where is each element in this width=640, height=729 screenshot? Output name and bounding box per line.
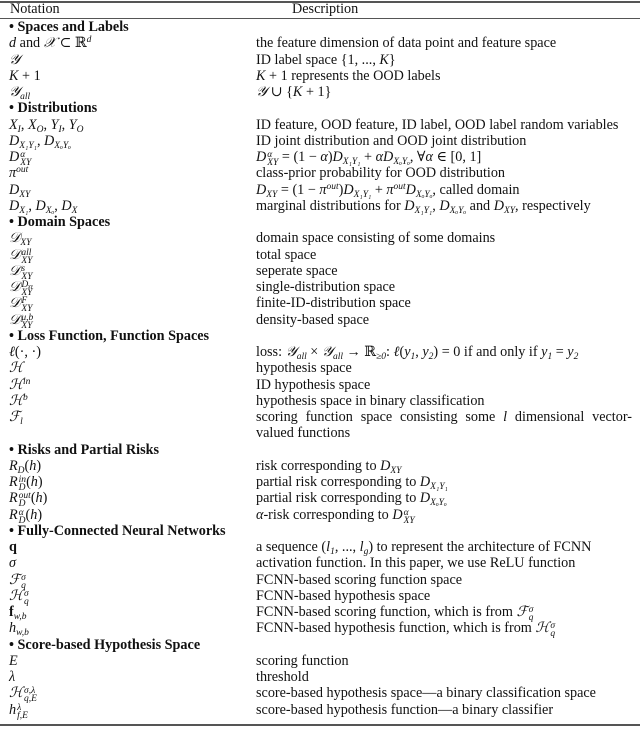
description-cell: density-based space bbox=[256, 311, 370, 328]
table-row bbox=[0, 458, 640, 474]
description-cell: single-distribution space bbox=[256, 279, 396, 295]
table-row bbox=[0, 182, 640, 198]
notation-cell: R in D (h) bbox=[9, 474, 43, 493]
notation-cell: σ bbox=[9, 555, 16, 572]
table-row bbox=[0, 669, 640, 685]
table-row bbox=[0, 474, 640, 493]
table-row bbox=[0, 117, 640, 133]
table-row bbox=[0, 279, 640, 298]
description-cell: FCNN-based hypothesis space bbox=[256, 587, 431, 604]
description-cell: partial risk corresponding to $D_{X_1Y_1}$ bbox=[256, 474, 448, 492]
table-row bbox=[0, 685, 640, 705]
notation-cell: λ bbox=[9, 669, 16, 685]
table-row bbox=[0, 571, 640, 591]
table-row bbox=[0, 620, 640, 640]
column-header-notation: Notation bbox=[10, 1, 60, 17]
description-cell: ID feature, OOD feature, ID label, OOD label random variables bbox=[256, 116, 619, 133]
table-row bbox=[0, 35, 640, 51]
notation-cell: ℋ σ q bbox=[9, 587, 29, 607]
notation-cell: 𝒟 μ,b XY bbox=[9, 311, 34, 331]
description-cell: threshold bbox=[256, 669, 309, 685]
table-row bbox=[0, 84, 640, 100]
table-row bbox=[0, 701, 640, 721]
table-row bbox=[0, 262, 640, 282]
notation-cell: $D_{XY}$ bbox=[9, 181, 31, 200]
notation-cell: $h_{w,b}$ bbox=[9, 620, 29, 639]
description-cell: 𝒴 ∪ {K + 1} bbox=[256, 84, 332, 100]
column-header-description: Description bbox=[292, 1, 359, 17]
description-cell: scoring function space consisting some l dimensional vector-valued functions bbox=[256, 409, 632, 442]
notation-cell: ℋ bbox=[9, 360, 24, 377]
description-cell: finite-ID-distribution space bbox=[256, 295, 411, 312]
notation-cell: d and 𝒳 ⊂ ℝ$^d$ bbox=[9, 35, 92, 52]
table-row bbox=[0, 246, 640, 266]
table-row bbox=[0, 539, 640, 555]
table-row bbox=[0, 68, 640, 84]
table-row bbox=[0, 149, 640, 168]
table-row bbox=[0, 587, 640, 607]
notation-cell: E bbox=[9, 652, 18, 669]
notation-cell: ℓ(·, ·) bbox=[9, 344, 41, 360]
description-cell: score-based hypothesis space—a binary classification space bbox=[256, 685, 596, 702]
table-row bbox=[0, 360, 640, 376]
notation-cell: $D_{X_1}$, $D_{X_o}$, $D_X$ bbox=[9, 197, 78, 216]
notation-cell: ℋ$^b$ bbox=[9, 392, 28, 409]
notation-cell: 𝒟 F XY bbox=[9, 295, 33, 315]
notation-cell: $D_{X_1Y_1}$, $D_{X_oY_o}$ bbox=[9, 132, 71, 151]
description-cell: scoring function bbox=[256, 652, 349, 669]
notation-cell: ℱ$_l$ bbox=[9, 409, 23, 427]
description-cell: class-prior probability for OOD distribution bbox=[256, 165, 506, 182]
description-cell: a sequence ($l_1$, ..., $l_g$) to represent the architecture of FCNN bbox=[256, 539, 592, 557]
description-cell: the feature dimension of data point and feature space bbox=[256, 35, 557, 52]
table-row bbox=[0, 490, 640, 510]
description-cell: FCNN-based hypothesis function, which is from ℋ σ q bbox=[256, 620, 556, 640]
notation-cell: h λ f,E bbox=[9, 701, 28, 721]
table-row bbox=[0, 295, 640, 315]
notation-cell: 𝒴$_{all}$ bbox=[9, 84, 31, 102]
table-row bbox=[0, 653, 640, 669]
notation-table-body bbox=[0, 19, 640, 721]
description-cell: D α XY = $(1 - \alpha)D_{X_1Y_1} + \alpha D_{X_oY_o}$, ∀α ∈ [0, 1] bbox=[256, 149, 482, 168]
table-row bbox=[0, 311, 640, 331]
table-row bbox=[0, 555, 640, 571]
notation-cell: ℋ$^{in}$ bbox=[9, 376, 31, 393]
description-cell: FCNN-based scoring function, which is from ℱ σ q bbox=[256, 604, 534, 623]
description-cell: domain space consisting of some domains bbox=[256, 230, 496, 247]
notation-cell: $\pi^{out}$ bbox=[9, 165, 29, 182]
description-cell: $D_{XY} = (1 - \pi^{out})D_{X_1Y_1} + \pi^{out}D_{X_oY_o}$, called domain bbox=[256, 181, 520, 200]
description-cell: ID joint distribution and OOD joint distribution bbox=[256, 132, 527, 149]
notation-cell: 𝒟$_{XY}$ bbox=[9, 230, 32, 249]
description-cell: loss: 𝒴$_{all}$ × 𝒴$_{all}$ → ℝ$_{\ge 0}$: $\ell(y_1$, $y_2) = 0$ if and only if $y_1 = y_2$ bbox=[256, 344, 579, 362]
description-cell: hypothesis space bbox=[256, 360, 352, 377]
notation-cell: $R_D(h)$ bbox=[9, 457, 42, 476]
notation-cell: 𝒟 Dₓᵧ XY bbox=[9, 279, 34, 298]
table-row bbox=[0, 52, 640, 68]
description-cell: score-based hypothesis function—a binary classifier bbox=[256, 701, 554, 718]
description-cell: ID hypothesis space bbox=[256, 376, 371, 393]
section-heading: • Distributions bbox=[9, 100, 98, 117]
bottom-rule bbox=[0, 724, 640, 726]
section-heading: • Loss Function, Function Spaces bbox=[9, 327, 210, 344]
notation-cell: 𝒟 all XY bbox=[9, 246, 33, 266]
description-cell: partial risk corresponding to $D_{X_oY_o}$ bbox=[256, 490, 447, 509]
notation-cell: K + 1 bbox=[9, 67, 41, 84]
table-row bbox=[0, 604, 640, 623]
description-cell: marginal distributions for $D_{X_1Y_1}$, $D_{X_oY_o}$ and $D_{XY}$, respectively bbox=[256, 197, 591, 216]
description-cell: total space bbox=[256, 246, 317, 263]
table-row bbox=[0, 198, 640, 214]
table-row bbox=[0, 409, 640, 442]
table-row bbox=[0, 165, 640, 181]
notation-cell: 𝒟 s XY bbox=[9, 262, 33, 282]
section-heading: • Score-based Hypothesis Space bbox=[9, 636, 201, 653]
notation-cell: D α XY bbox=[9, 149, 32, 168]
description-cell: ID label space {1, ..., K} bbox=[256, 51, 396, 68]
table-row bbox=[0, 230, 640, 249]
table-row bbox=[0, 133, 640, 149]
description-cell: α-risk corresponding to D α XY bbox=[256, 506, 415, 526]
table-row bbox=[0, 506, 640, 526]
description-cell: risk corresponding to $D_{XY}$ bbox=[256, 457, 402, 476]
notation-cell: $X_I$, $X_O$, $Y_I$, $Y_O$ bbox=[9, 116, 84, 135]
description-cell: K + 1 represents the OOD labels bbox=[256, 67, 441, 84]
notation-cell: 𝒴 bbox=[9, 51, 21, 68]
description-cell: hypothesis space in binary classification bbox=[256, 392, 485, 409]
section-heading: • Spaces and Labels bbox=[9, 19, 129, 35]
description-cell: seperate space bbox=[256, 262, 338, 279]
section-heading: • Fully-Connected Neural Networks bbox=[9, 522, 226, 539]
notation-cell: q bbox=[9, 539, 17, 555]
table-row bbox=[0, 344, 640, 360]
description-cell: FCNN-based scoring function space bbox=[256, 571, 463, 588]
notation-cell: ℱ σ q bbox=[9, 571, 26, 591]
notation-cell: R out D (h) bbox=[9, 490, 48, 510]
notation-cell: $f_{w,b}$ bbox=[9, 604, 27, 622]
section-heading: • Domain Spaces bbox=[9, 214, 111, 230]
section-heading: • Risks and Partial Risks bbox=[9, 441, 160, 458]
description-cell: activation function. In this paper, we use ReLU function bbox=[256, 555, 576, 572]
table-row bbox=[0, 393, 640, 409]
table-row bbox=[0, 377, 640, 393]
notation-cell: ℋ σ,λ q,E bbox=[9, 685, 37, 705]
notation-cell: R α D (h) bbox=[9, 506, 43, 526]
